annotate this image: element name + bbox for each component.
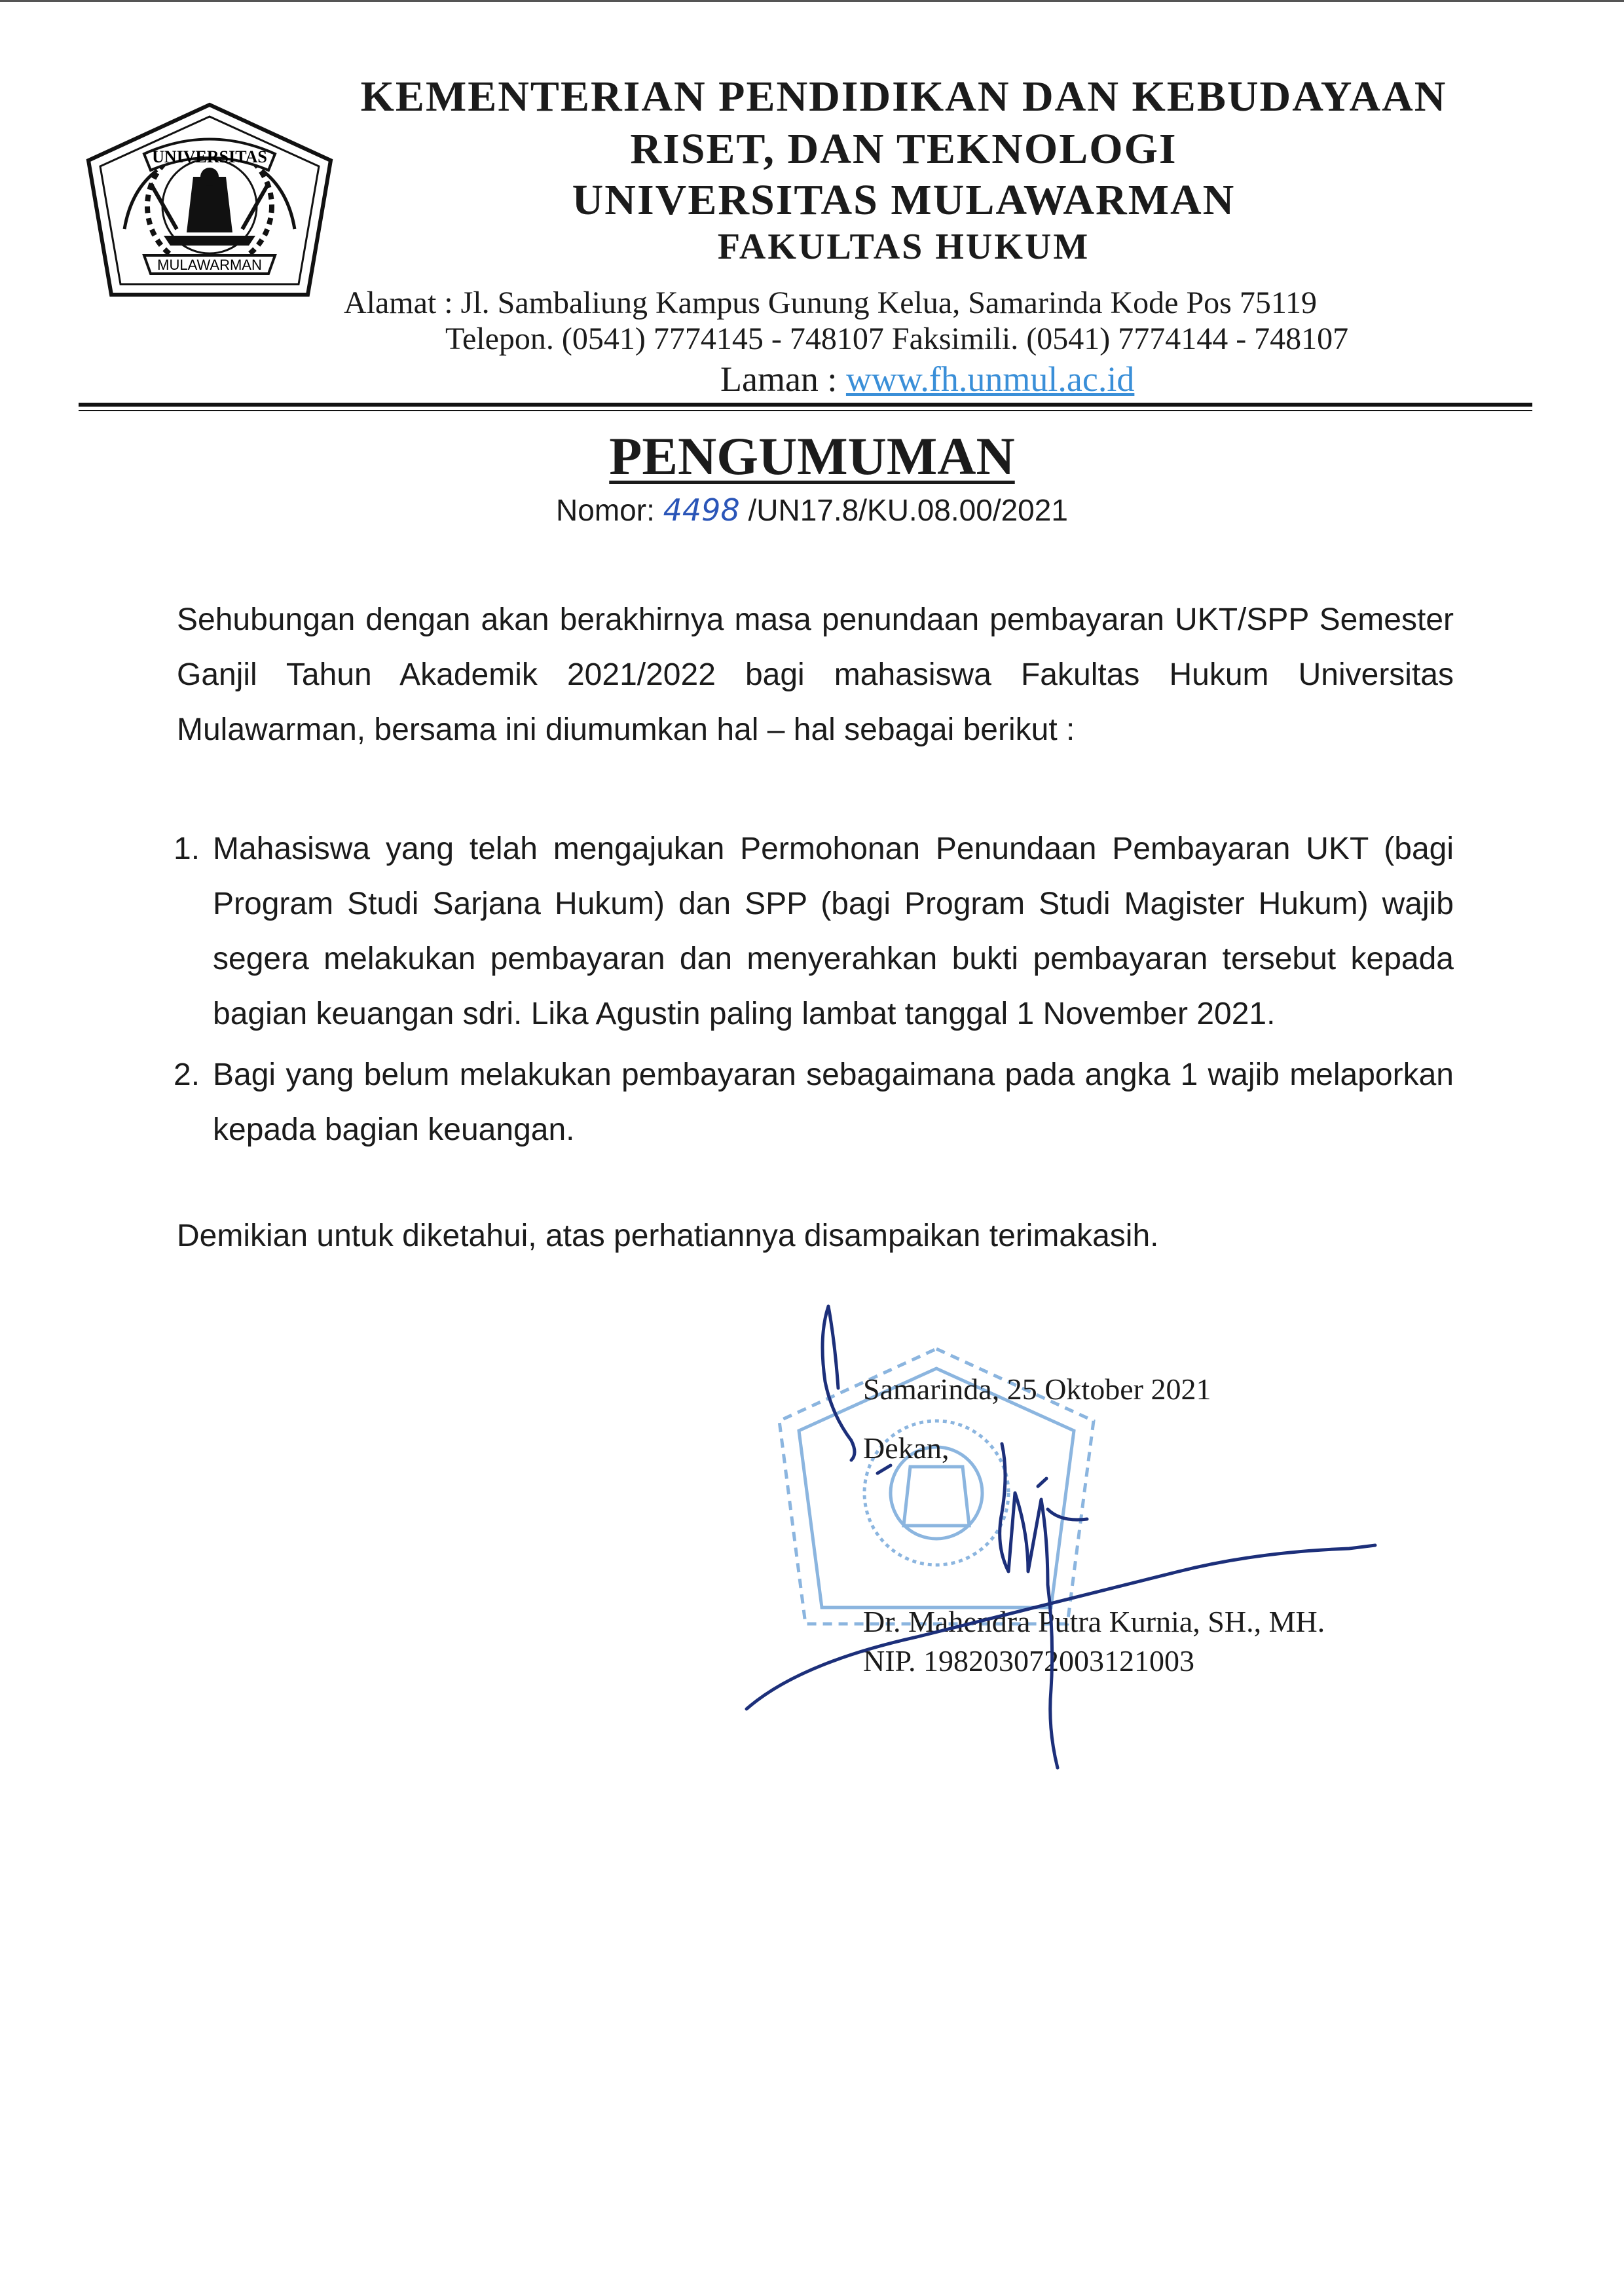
- faculty-name: FAKULTAS HUKUM: [717, 227, 1090, 267]
- handwritten-signature: [720, 1296, 1408, 1794]
- list-item: [174, 1048, 1454, 1158]
- list-item-text: Mahasiswa yang telah mengajukan Permohonan Penundaan Pembayaran UKT (bagi Program Studi Sarjana Hukum) dan SPP (bagi Program Studi Magister Hukum) wajib segera melakukan pembayaran dan menyerahkan bukti pembayaran tersebut kepada bagian keuangan sdri. Lika Agustin paling lambat tanggal 1 November 2021.: [213, 832, 1454, 1031]
- signatory-name: Dr. Mahendra Putra Kurnia, SH., MH.: [863, 1605, 1325, 1638]
- ministry-name: KEMENTERIAN PENDIDIKAN DAN KEBUDAYAAN: [360, 73, 1447, 120]
- website-line: [720, 359, 1134, 399]
- list-item-number: 1.: [174, 832, 200, 866]
- document-title: PENGUMUMAN: [609, 426, 1015, 486]
- letterhead-rule-thick: [79, 403, 1532, 407]
- signature-position: Dekan,: [863, 1431, 950, 1465]
- list-item: [174, 822, 1454, 1042]
- number-label: Nomor:: [556, 493, 663, 527]
- university-name: UNIVERSITAS MULAWARMAN: [572, 176, 1236, 224]
- signature-place-date: Samarinda, 25 Oktober 2021: [863, 1372, 1211, 1406]
- scan-top-edge: [0, 0, 1624, 2]
- list-item-number: 2.: [174, 1057, 200, 1092]
- closing-paragraph: Demikian untuk diketahui, atas perhatiannya disampaikan terimakasih.: [177, 1219, 1159, 1253]
- svg-text:UNIVERSITAS: UNIVERSITAS: [152, 147, 267, 166]
- svg-text:MULAWARMAN: MULAWARMAN: [157, 257, 262, 273]
- list-item-text: Bagi yang belum melakukan pembayaran sebagaimana pada angka 1 wajib melaporkan kepada bagian keuangan.: [213, 1057, 1454, 1147]
- intro-paragraph: Sehubungan dengan akan berakhirnya masa penundaan pembayaran UKT/SPP Semester Ganjil Tahun Akademik 2021/2022 bagi mahasiswa Fakultas Hukum Universitas Mulawarman, bersama ini diumumkan hal – hal sebagai berikut :: [177, 602, 1454, 747]
- phone-fax-line: Telepon. (0541) 7774145 - 748107 Faksimili. (0541) 7774144 - 748107: [445, 321, 1349, 356]
- number-handwritten: 4498: [663, 492, 740, 528]
- signatory-nip: NIP. 198203072003121003: [863, 1644, 1195, 1678]
- letterhead-rule-thin: [79, 410, 1532, 411]
- website-link[interactable]: www.fh.unmul.ac.id: [845, 359, 1135, 399]
- ministry-name-line2: RISET, DAN TEKNOLOGI: [630, 125, 1177, 173]
- number-suffix: /UN17.8/KU.08.00/2021: [739, 493, 1068, 527]
- university-logo: [72, 98, 347, 327]
- address-line: Alamat : Jl. Sambaliung Kampus Gunung Kelua, Samarinda Kode Pos 75119: [344, 285, 1318, 320]
- document-number: [0, 492, 1624, 528]
- website-label: Laman :: [720, 359, 846, 399]
